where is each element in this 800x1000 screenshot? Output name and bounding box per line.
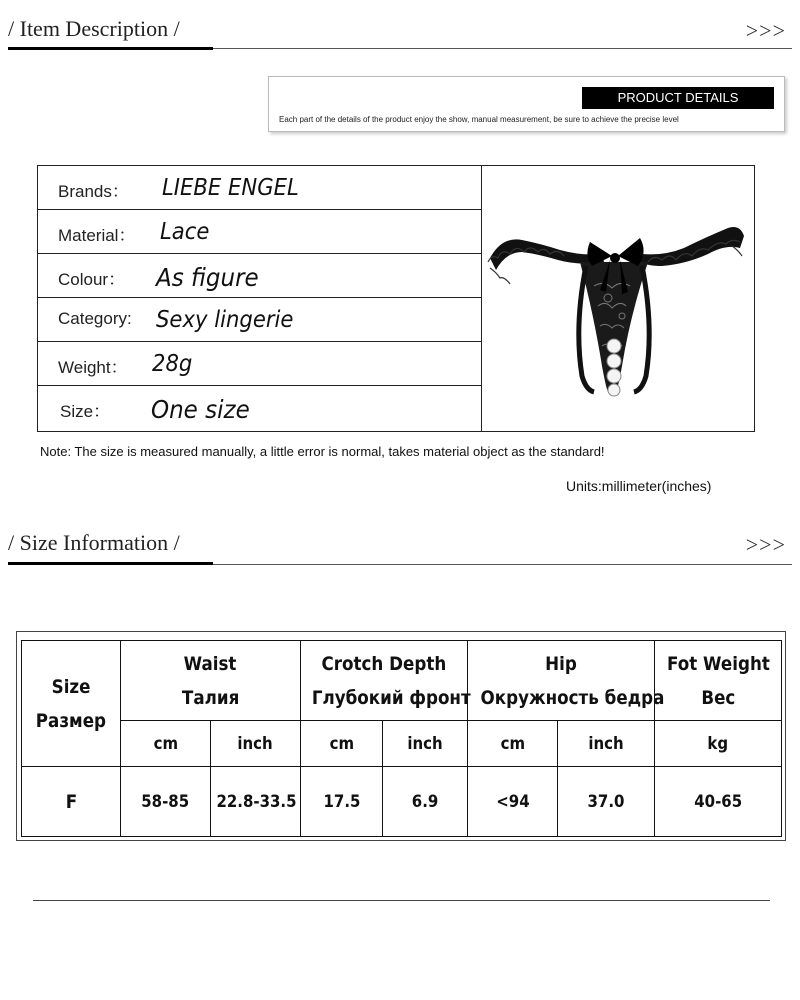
unit-cell <box>383 721 468 767</box>
crotch-header-cell <box>301 641 471 721</box>
spec-key: Material： <box>58 226 136 245</box>
spec-value: One size <box>151 395 250 424</box>
spec-key: Colour： <box>58 270 126 289</box>
size-cell <box>22 767 121 837</box>
unit-cell <box>121 721 211 767</box>
waist-inch-value: 22.8-33.5 <box>216 791 297 812</box>
arrows-icon: >>> <box>745 532 786 557</box>
waist-header-ru: Талия <box>181 686 240 709</box>
unit-label: cm <box>500 733 525 754</box>
product-details-caption: Each part of the details of the product enjoy the show, manual measurement, be sure to achieve the precise level <box>279 115 679 124</box>
header-underline-thin <box>213 48 792 49</box>
section-title: / Item Description / <box>8 16 180 41</box>
item-description-header <box>0 4 800 56</box>
note-text: Note: The size is measured manually, a little error is normal, takes material object as the standard! <box>40 444 605 459</box>
spec-key: Category: <box>58 309 132 328</box>
weight-header-ru: Вес <box>701 686 736 709</box>
size-table-frame <box>16 631 786 841</box>
weight-kg-value: 40-65 <box>694 791 742 812</box>
crotch-inch-value: 6.9 <box>411 791 439 812</box>
spec-list <box>38 166 482 431</box>
spec-row-weight <box>38 342 481 386</box>
unit-label: inch <box>588 733 624 754</box>
value-cell <box>211 767 301 837</box>
spec-table <box>37 165 755 432</box>
divider <box>33 900 770 901</box>
spec-row-brand <box>38 166 481 210</box>
spec-row-size <box>38 386 481 429</box>
crotch-header-en: Crotch Depth <box>321 652 447 675</box>
product-details-banner <box>268 76 785 132</box>
spec-row-colour <box>38 254 481 298</box>
unit-label: cm <box>329 733 354 754</box>
value-cell <box>383 767 468 837</box>
table-row <box>22 767 782 837</box>
unit-cell <box>558 721 655 767</box>
spec-value: Sexy lingerie <box>156 307 294 333</box>
spec-row-category <box>38 298 481 342</box>
spec-row-material <box>38 210 481 254</box>
spec-value: 28g <box>152 351 193 377</box>
spec-key: Brands： <box>58 182 129 201</box>
header-underline-thick <box>8 47 213 50</box>
unit-cell <box>211 721 301 767</box>
hip-header-en: Hip <box>545 652 577 675</box>
unit-label: kg <box>707 733 729 754</box>
arrows-icon: >>> <box>745 18 786 43</box>
hip-header-ru: Окружность бедра <box>480 686 665 709</box>
product-details-label: PRODUCT DETAILS <box>582 87 774 109</box>
size-table-header-row <box>22 641 782 721</box>
size-information-header <box>0 518 800 570</box>
waist-header-en: Waist <box>184 652 237 675</box>
unit-cell <box>301 721 383 767</box>
unit-label: inch <box>407 733 443 754</box>
crotch-header-ru: Глубокий фронт <box>311 686 471 709</box>
hip-header-cell <box>468 641 665 721</box>
size-header-en: Size <box>51 675 91 698</box>
value-cell <box>468 767 558 837</box>
value-cell <box>655 767 782 837</box>
crotch-cm-value: 17.5 <box>323 791 360 812</box>
header-underline-thin <box>213 564 792 565</box>
size-header-cell <box>22 641 121 767</box>
hip-inch-value: 37.0 <box>587 791 625 812</box>
spec-value: Lace <box>160 219 210 245</box>
size-header-ru: Размер <box>35 709 107 732</box>
value-cell <box>558 767 655 837</box>
size-value: F <box>65 790 77 813</box>
weight-header-en: Fot Weight <box>666 652 770 675</box>
header-underline-thick <box>8 562 213 565</box>
weight-header-cell <box>655 641 782 721</box>
units-text: Units:millimeter(inches) <box>566 478 712 494</box>
spec-value: LIEBE ENGEL <box>162 175 299 201</box>
size-table <box>21 640 782 837</box>
hip-cm-value: <94 <box>495 791 530 812</box>
section-title: / Size Information / <box>8 530 180 555</box>
waist-header-cell <box>121 641 301 721</box>
product-image <box>482 166 754 431</box>
unit-cell <box>468 721 558 767</box>
value-cell <box>121 767 211 837</box>
unit-label: inch <box>237 733 274 754</box>
size-table-unit-row <box>22 721 782 767</box>
unit-label: cm <box>153 733 178 754</box>
spec-key: Weight： <box>58 358 128 377</box>
unit-cell <box>655 721 782 767</box>
value-cell <box>301 767 383 837</box>
waist-cm-value: 58-85 <box>141 791 190 812</box>
spec-value: As figure <box>156 263 259 292</box>
spec-key: Size： <box>60 402 111 421</box>
